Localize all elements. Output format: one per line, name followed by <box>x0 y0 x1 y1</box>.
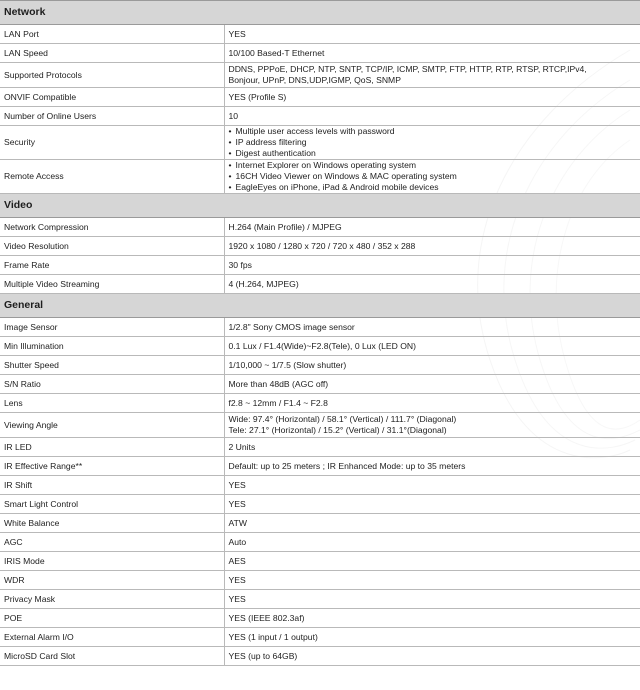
spec-row <box>0 457 640 476</box>
spec-row <box>0 337 640 356</box>
spec-bullet-list <box>229 160 637 193</box>
spec-value: YES (IEEE 802.3af) <box>224 609 640 628</box>
spec-row <box>0 495 640 514</box>
spec-label: WDR <box>0 571 224 590</box>
spec-row <box>0 318 640 337</box>
spec-value-line: DDNS, PPPoE, DHCP, NTP, SNTP, TCP/IP, ICMP, SMTP, FTP, HTTP, RTP, RTSP, RTCP,IPv4, <box>228 64 587 74</box>
spec-value: Default: up to 25 meters ; IR Enhanced Mode: up to 35 meters <box>224 457 640 476</box>
spec-row <box>0 160 640 194</box>
section-title: Network <box>0 1 640 25</box>
spec-row <box>0 375 640 394</box>
spec-value: 10/100 Based-T Ethernet <box>224 44 640 63</box>
spec-value: ATW <box>224 514 640 533</box>
spec-label: Multiple Video Streaming <box>0 275 224 294</box>
spec-label: IR Shift <box>0 476 224 495</box>
section-title: General <box>0 294 640 318</box>
spec-value: YES (Profile S) <box>224 88 640 107</box>
spec-label: External Alarm I/O <box>0 628 224 647</box>
spec-bullet-item: • EagleEyes on iPhone, iPad & Android mobile devices <box>229 182 637 193</box>
spec-value-line: Bonjour, UPnP, DNS,UDP,IGMP, QoS, SNMP <box>228 75 401 85</box>
spec-value <box>224 63 640 88</box>
spec-label: LAN Speed <box>0 44 224 63</box>
spec-row <box>0 63 640 88</box>
section-header-general <box>0 294 640 318</box>
spec-value: 2 Units <box>224 438 640 457</box>
section-title: Video <box>0 194 640 218</box>
spec-value: 10 <box>224 107 640 126</box>
spec-label: Security <box>0 126 224 160</box>
section-header-network <box>0 1 640 25</box>
spec-row <box>0 237 640 256</box>
spec-row <box>0 628 640 647</box>
section-header-video <box>0 194 640 218</box>
spec-value: 1920 x 1080 / 1280 x 720 / 720 x 480 / 352 x 288 <box>224 237 640 256</box>
spec-value: 30 fps <box>224 256 640 275</box>
spec-row <box>0 107 640 126</box>
spec-row <box>0 609 640 628</box>
spec-row <box>0 218 640 237</box>
spec-value <box>224 126 640 160</box>
spec-label: IR Effective Range** <box>0 457 224 476</box>
spec-label: Image Sensor <box>0 318 224 337</box>
spec-value: 1/10,000 ~ 1/7.5 (Slow shutter) <box>224 356 640 375</box>
spec-label: Min Illumination <box>0 337 224 356</box>
spec-value: YES <box>224 25 640 44</box>
spec-row <box>0 394 640 413</box>
spec-value: f2.8 ~ 12mm / F1.4 ~ F2.8 <box>224 394 640 413</box>
spec-label: AGC <box>0 533 224 552</box>
spec-bullet-item: • Digest authentication <box>229 148 637 159</box>
spec-label: POE <box>0 609 224 628</box>
spec-value-line: Wide: 97.4° (Horizontal) / 58.1° (Vertical) / 111.7° (Diagonal) <box>228 414 457 424</box>
spec-bullet-item: • 16CH Video Viewer on Windows & MAC operating system <box>229 171 637 182</box>
spec-label: White Balance <box>0 514 224 533</box>
spec-label: Smart Light Control <box>0 495 224 514</box>
spec-label: IR LED <box>0 438 224 457</box>
spec-bullet-item: • Internet Explorer on Windows operating system <box>229 160 637 171</box>
spec-value: YES <box>224 495 640 514</box>
spec-value: More than 48dB (AGC off) <box>224 375 640 394</box>
spec-row <box>0 88 640 107</box>
spec-row <box>0 413 640 438</box>
spec-row <box>0 275 640 294</box>
spec-row <box>0 438 640 457</box>
spec-row <box>0 25 640 44</box>
spec-value: YES (up to 64GB) <box>224 647 640 666</box>
spec-value: Auto <box>224 533 640 552</box>
spec-row <box>0 126 640 160</box>
spec-bullet-item: • IP address filtering <box>229 137 637 148</box>
spec-row <box>0 552 640 571</box>
spec-label: Shutter Speed <box>0 356 224 375</box>
spec-row <box>0 356 640 375</box>
spec-bullet-list <box>229 126 637 159</box>
spec-label: Remote Access <box>0 160 224 194</box>
spec-row <box>0 44 640 63</box>
spec-label: Privacy Mask <box>0 590 224 609</box>
spec-bullet-item: • Multiple user access levels with password <box>229 126 637 137</box>
spec-value: AES <box>224 552 640 571</box>
spec-value: YES <box>224 476 640 495</box>
spec-value <box>224 413 640 438</box>
spec-value: H.264 (Main Profile) / MJPEG <box>224 218 640 237</box>
spec-row <box>0 571 640 590</box>
spec-value: YES <box>224 571 640 590</box>
spec-row <box>0 476 640 495</box>
spec-row <box>0 256 640 275</box>
spec-row <box>0 533 640 552</box>
spec-label: Viewing Angle <box>0 413 224 438</box>
spec-label: S/N Ratio <box>0 375 224 394</box>
spec-row <box>0 514 640 533</box>
spec-label: LAN Port <box>0 25 224 44</box>
spec-label: MicroSD Card Slot <box>0 647 224 666</box>
specifications-body <box>0 1 640 666</box>
spec-value: 0.1 Lux / F1.4(Wide)~F2.8(Tele), 0 Lux (LED ON) <box>224 337 640 356</box>
spec-value-line: Tele: 27.1° (Horizontal) / 15.2° (Vertical) / 31.1°(Diagonal) <box>228 425 447 435</box>
spec-row <box>0 647 640 666</box>
spec-label: Supported Protocols <box>0 63 224 88</box>
spec-row <box>0 590 640 609</box>
spec-label: IRIS Mode <box>0 552 224 571</box>
spec-value: YES <box>224 590 640 609</box>
spec-label: Frame Rate <box>0 256 224 275</box>
spec-label: ONVIF Compatible <box>0 88 224 107</box>
spec-label: Number of Online Users <box>0 107 224 126</box>
spec-label: Lens <box>0 394 224 413</box>
spec-label: Video Resolution <box>0 237 224 256</box>
spec-label: Network Compression <box>0 218 224 237</box>
spec-value: 4 (H.264, MJPEG) <box>224 275 640 294</box>
spec-value: YES (1 input / 1 output) <box>224 628 640 647</box>
spec-value: 1/2.8" Sony CMOS image sensor <box>224 318 640 337</box>
spec-value <box>224 160 640 194</box>
